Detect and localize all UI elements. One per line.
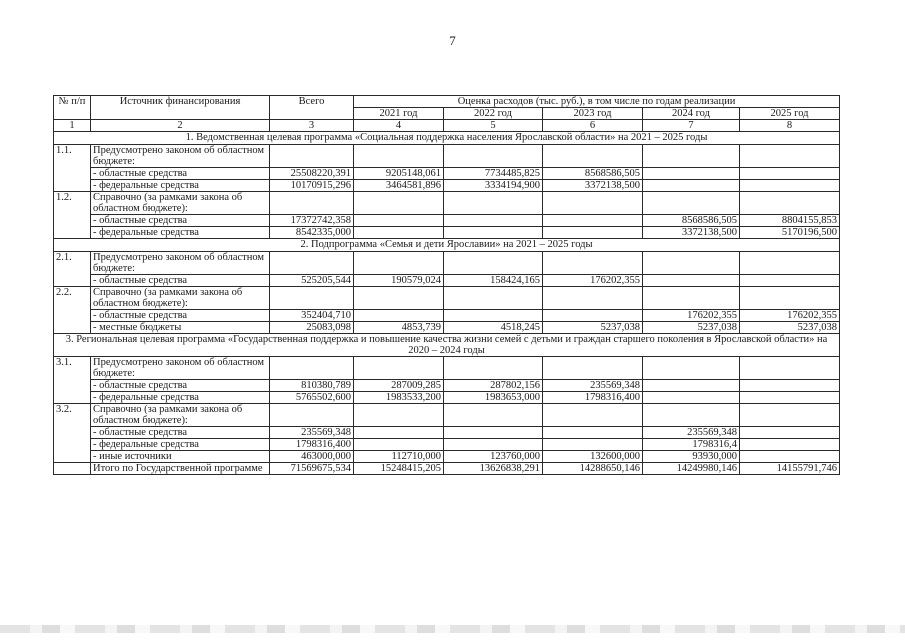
year-value: 5237,038 bbox=[543, 322, 643, 334]
header-year: 2023 год bbox=[543, 108, 643, 120]
year-value bbox=[740, 168, 840, 180]
year-value: 176202,355 bbox=[740, 310, 840, 322]
funding-source: - областные средства bbox=[91, 275, 270, 287]
column-number: 5 bbox=[444, 120, 543, 132]
year-value bbox=[740, 392, 840, 404]
column-number: 2 bbox=[91, 120, 270, 132]
column-number: 4 bbox=[354, 120, 444, 132]
empty-cell bbox=[543, 404, 643, 427]
empty-cell bbox=[543, 287, 643, 310]
year-value bbox=[354, 439, 444, 451]
group-label: Предусмотрено законом об областном бюджете: bbox=[91, 252, 270, 275]
total-value: 25508220,391 bbox=[270, 168, 354, 180]
funding-source: - областные средства bbox=[91, 380, 270, 392]
header-year: 2025 год bbox=[740, 108, 840, 120]
total-value: 1798316,400 bbox=[270, 439, 354, 451]
empty-cell bbox=[643, 287, 740, 310]
year-value bbox=[444, 215, 543, 227]
funding-source: - федеральные средства bbox=[91, 439, 270, 451]
group-number: 2.2. bbox=[54, 287, 91, 334]
table-row bbox=[54, 322, 840, 334]
year-value bbox=[444, 227, 543, 239]
empty-cell bbox=[543, 192, 643, 215]
funding-source: - областные средства bbox=[91, 168, 270, 180]
year-value bbox=[740, 427, 840, 439]
funding-source: - областные средства bbox=[91, 310, 270, 322]
empty-cell bbox=[643, 357, 740, 380]
year-value: 1983653,000 bbox=[444, 392, 543, 404]
empty-cell bbox=[444, 357, 543, 380]
funding-source: - местные бюджеты bbox=[91, 322, 270, 334]
group-label: Справочно (за рамками закона об областном бюджете): bbox=[91, 404, 270, 427]
empty-cell bbox=[354, 192, 444, 215]
year-value: 9205148,061 bbox=[354, 168, 444, 180]
group-label: Предусмотрено законом об областном бюджете: bbox=[91, 145, 270, 168]
empty-cell bbox=[740, 145, 840, 168]
total-value: 17372742,358 bbox=[270, 215, 354, 227]
year-value bbox=[643, 380, 740, 392]
total-value: 810380,789 bbox=[270, 380, 354, 392]
empty-cell bbox=[270, 145, 354, 168]
year-value: 112710,000 bbox=[354, 451, 444, 463]
year-value: 8568586,505 bbox=[643, 215, 740, 227]
header-year: 2021 год bbox=[354, 108, 444, 120]
column-number: 3 bbox=[270, 120, 354, 132]
section-title-row bbox=[54, 132, 840, 145]
header-total: Всего bbox=[270, 96, 354, 120]
section-title: 2. Подпрограмма «Семья и дети Ярославии» на 2021 – 2025 годы bbox=[54, 239, 840, 252]
table-row bbox=[54, 180, 840, 192]
year-value bbox=[643, 180, 740, 192]
year-value bbox=[643, 168, 740, 180]
group-number: 2.1. bbox=[54, 252, 91, 287]
year-value bbox=[643, 392, 740, 404]
empty-cell bbox=[643, 145, 740, 168]
empty-cell bbox=[740, 357, 840, 380]
table-row bbox=[54, 451, 840, 463]
header-num: № п/п bbox=[54, 96, 91, 120]
header-source: Источник финансирования bbox=[91, 96, 270, 120]
year-value bbox=[543, 427, 643, 439]
funding-source: - областные средства bbox=[91, 427, 270, 439]
group-label: Справочно (за рамками закона об областном бюджете): bbox=[91, 192, 270, 215]
funding-source: - федеральные средства bbox=[91, 227, 270, 239]
empty-cell bbox=[270, 404, 354, 427]
year-value: 1983533,200 bbox=[354, 392, 444, 404]
section-title: 1. Ведомственная целевая программа «Социальная поддержка населения Ярославской области» на 2021 – 2025 годы bbox=[54, 132, 840, 145]
scan-edge-artifact bbox=[0, 625, 905, 633]
section-title: 3. Региональная целевая программа «Государственная поддержка и повышение качества жизни семей с детьми и граждан старшего поколения в Ярославской области» на 2020 – 2024 годы bbox=[54, 334, 840, 357]
table-row bbox=[54, 439, 840, 451]
header-year: 2024 год bbox=[643, 108, 740, 120]
grand-total-value: 71569675,534 bbox=[270, 463, 354, 475]
table-row bbox=[54, 215, 840, 227]
page-number: 7 bbox=[449, 33, 456, 48]
grand-total-year-value: 14288650,146 bbox=[543, 463, 643, 475]
empty-cell bbox=[270, 252, 354, 275]
funding-source: - федеральные средства bbox=[91, 180, 270, 192]
table-row bbox=[54, 275, 840, 287]
year-value: 132600,000 bbox=[543, 451, 643, 463]
header-row bbox=[54, 96, 840, 108]
year-value: 123760,000 bbox=[444, 451, 543, 463]
empty-cell bbox=[740, 287, 840, 310]
table-row bbox=[54, 392, 840, 404]
empty-cell bbox=[54, 463, 91, 475]
group-label-row bbox=[54, 145, 840, 168]
empty-cell bbox=[354, 145, 444, 168]
group-label: Справочно (за рамками закона об областном бюджете): bbox=[91, 287, 270, 310]
column-number: 1 bbox=[54, 120, 91, 132]
column-number: 7 bbox=[643, 120, 740, 132]
year-value bbox=[354, 227, 444, 239]
year-value: 287802,156 bbox=[444, 380, 543, 392]
empty-cell bbox=[444, 404, 543, 427]
empty-cell bbox=[354, 252, 444, 275]
group-label-row bbox=[54, 404, 840, 427]
year-value bbox=[354, 215, 444, 227]
year-value bbox=[740, 439, 840, 451]
year-value bbox=[354, 310, 444, 322]
total-value: 5765502,600 bbox=[270, 392, 354, 404]
empty-cell bbox=[444, 192, 543, 215]
empty-cell bbox=[740, 252, 840, 275]
year-value: 3372138,500 bbox=[543, 180, 643, 192]
column-number: 8 bbox=[740, 120, 840, 132]
group-label-row bbox=[54, 252, 840, 275]
year-value: 4853,739 bbox=[354, 322, 444, 334]
year-value bbox=[444, 427, 543, 439]
year-value bbox=[543, 227, 643, 239]
empty-cell bbox=[740, 404, 840, 427]
year-value: 4518,245 bbox=[444, 322, 543, 334]
year-value bbox=[543, 215, 643, 227]
group-label-row bbox=[54, 287, 840, 310]
year-value: 287009,285 bbox=[354, 380, 444, 392]
year-value bbox=[543, 439, 643, 451]
year-value bbox=[740, 380, 840, 392]
year-value: 5237,038 bbox=[740, 322, 840, 334]
header-estimate: Оценка расходов (тыс. руб.), в том числе по годам реализации bbox=[354, 96, 840, 108]
year-value: 176202,355 bbox=[643, 310, 740, 322]
year-value bbox=[643, 275, 740, 287]
funding-source: - федеральные средства bbox=[91, 392, 270, 404]
empty-cell bbox=[270, 192, 354, 215]
total-value: 463000,000 bbox=[270, 451, 354, 463]
funding-source: - иные источники bbox=[91, 451, 270, 463]
year-value: 93930,000 bbox=[643, 451, 740, 463]
year-value: 176202,355 bbox=[543, 275, 643, 287]
group-number: 3.1. bbox=[54, 357, 91, 404]
year-value bbox=[354, 427, 444, 439]
header-year: 2022 год bbox=[444, 108, 543, 120]
column-numbers-row bbox=[54, 120, 840, 132]
empty-cell bbox=[444, 287, 543, 310]
total-value: 235569,348 bbox=[270, 427, 354, 439]
total-value: 25083,098 bbox=[270, 322, 354, 334]
year-value: 158424,165 bbox=[444, 275, 543, 287]
year-value: 235569,348 bbox=[643, 427, 740, 439]
year-value: 7734485,825 bbox=[444, 168, 543, 180]
empty-cell bbox=[740, 192, 840, 215]
group-label-row bbox=[54, 192, 840, 215]
year-value: 235569,348 bbox=[543, 380, 643, 392]
group-number: 1.1. bbox=[54, 145, 91, 192]
year-value bbox=[444, 439, 543, 451]
total-value: 352404,710 bbox=[270, 310, 354, 322]
table-row bbox=[54, 427, 840, 439]
total-value: 10170915,296 bbox=[270, 180, 354, 192]
group-number: 1.2. bbox=[54, 192, 91, 239]
group-number: 3.2. bbox=[54, 404, 91, 463]
table-row bbox=[54, 380, 840, 392]
empty-cell bbox=[643, 404, 740, 427]
year-value: 5237,038 bbox=[643, 322, 740, 334]
empty-cell bbox=[643, 252, 740, 275]
grand-total-label: Итого по Государственной программе bbox=[91, 463, 270, 475]
empty-cell bbox=[543, 145, 643, 168]
funding-source: - областные средства bbox=[91, 215, 270, 227]
grand-total-year-value: 15248415,205 bbox=[354, 463, 444, 475]
year-value bbox=[740, 451, 840, 463]
year-value bbox=[543, 310, 643, 322]
section-title-row bbox=[54, 239, 840, 252]
grand-total-row bbox=[54, 463, 840, 475]
year-value: 3334194,900 bbox=[444, 180, 543, 192]
grand-total-year-value: 14249980,146 bbox=[643, 463, 740, 475]
group-label: Предусмотрено законом об областном бюджете: bbox=[91, 357, 270, 380]
empty-cell bbox=[543, 252, 643, 275]
empty-cell bbox=[270, 287, 354, 310]
year-value: 3372138,500 bbox=[643, 227, 740, 239]
year-value: 8804155,853 bbox=[740, 215, 840, 227]
grand-total-year-value: 13626838,291 bbox=[444, 463, 543, 475]
empty-cell bbox=[643, 192, 740, 215]
group-label-row bbox=[54, 357, 840, 380]
year-value: 8568586,505 bbox=[543, 168, 643, 180]
year-value: 3464581,896 bbox=[354, 180, 444, 192]
year-value bbox=[444, 310, 543, 322]
empty-cell bbox=[444, 252, 543, 275]
total-value: 8542335,000 bbox=[270, 227, 354, 239]
empty-cell bbox=[543, 357, 643, 380]
table-row bbox=[54, 227, 840, 239]
year-value: 1798316,4 bbox=[643, 439, 740, 451]
empty-cell bbox=[270, 357, 354, 380]
grand-total-year-value: 14155791,746 bbox=[740, 463, 840, 475]
year-value bbox=[740, 275, 840, 287]
empty-cell bbox=[354, 357, 444, 380]
empty-cell bbox=[354, 404, 444, 427]
table-row bbox=[54, 310, 840, 322]
total-value: 525205,544 bbox=[270, 275, 354, 287]
year-value: 5170196,500 bbox=[740, 227, 840, 239]
section-title-row bbox=[54, 334, 840, 357]
budget-table bbox=[53, 95, 840, 475]
table-row bbox=[54, 168, 840, 180]
empty-cell bbox=[444, 145, 543, 168]
year-value bbox=[740, 180, 840, 192]
year-value: 190579,024 bbox=[354, 275, 444, 287]
column-number: 6 bbox=[543, 120, 643, 132]
year-value: 1798316,400 bbox=[543, 392, 643, 404]
empty-cell bbox=[354, 287, 444, 310]
